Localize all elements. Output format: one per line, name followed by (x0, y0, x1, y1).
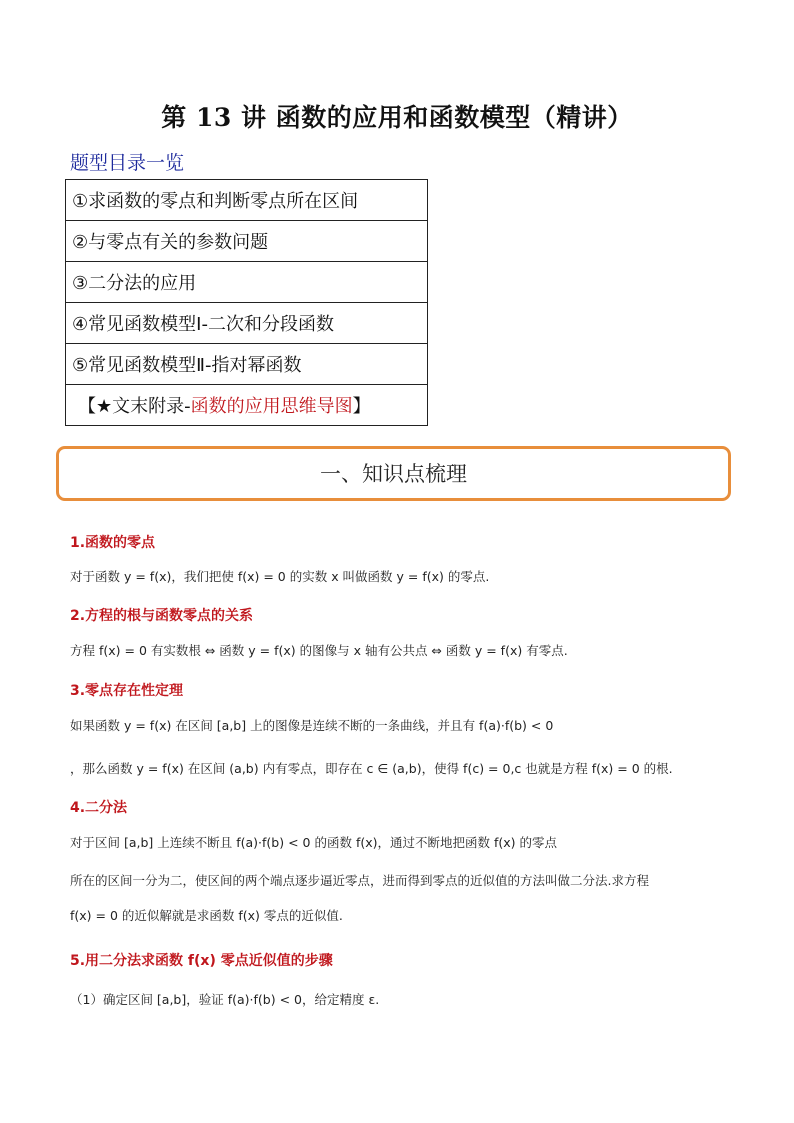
toc-row (66, 344, 428, 385)
paragraph-line: 对于区间 [a,b] 上连续不断且 f(a)·f(b) < 0 的函数 f(x)，通过不断地把函数 f(x) 的零点 (70, 835, 557, 850)
toc-appendix (66, 385, 428, 426)
section-heading: 2.方程的根与函数零点的关系 (70, 608, 254, 624)
paragraph-line: 所在的区间一分为二，使区间的两个端点逐步逼近零点，进而得到零点的近似值的方法叫做二分法.求方程 (70, 873, 649, 888)
toc-row (66, 180, 428, 221)
paragraph-line: 方程 f(x) = 0 有实数根 ⇔ 函数 y = f(x) 的图像与 x 轴有公共点 ⇔ 函数 y = f(x) 有零点. (70, 643, 568, 658)
toc-item: ③二分法的应用 (66, 262, 428, 303)
section-heading: 5.用二分法求函数 f(x) 零点近似值的步骤 (70, 953, 333, 969)
paragraph-line: ，那么函数 y = f(x) 在区间 (a,b) 内有零点，即存在 c ∈ (a,b)，使得 f(c) = 0,c 也就是方程 f(x) = 0 的根. (70, 761, 673, 776)
section-heading: 3.零点存在性定理 (70, 683, 184, 699)
paragraph-line: （1）确定区间 [a,b]，验证 f(a)·f(b) < 0，给定精度 ε. (70, 992, 380, 1007)
appendix-suffix: 】 (352, 396, 371, 417)
toc-item: ①求函数的零点和判断零点所在区间 (66, 180, 428, 221)
appendix-prefix: 【★文末附录- (78, 396, 191, 417)
section-heading: 4.二分法 (70, 800, 128, 816)
toc-row (66, 385, 428, 426)
toc-table (65, 179, 428, 426)
appendix-link[interactable]: 函数的应用思维导图 (190, 396, 353, 417)
toc-item: ⑤常见函数模型Ⅱ-指对幂函数 (66, 344, 428, 385)
toc-row (66, 221, 428, 262)
toc-row (66, 262, 428, 303)
paragraph-line: f(x) = 0 的近似解就是求函数 f(x) 零点的近似值. (70, 908, 343, 923)
toc-row (66, 303, 428, 344)
section-banner (56, 446, 731, 501)
section-title: 一、知识点梳理 (320, 462, 467, 486)
toc-item: ④常见函数模型Ⅰ-二次和分段函数 (66, 303, 428, 344)
paragraph-line: 如果函数 y = f(x) 在区间 [a,b] 上的图像是连续不断的一条曲线，并且有 f(a)·f(b) < 0 (70, 718, 554, 733)
toc-item: ②与零点有关的参数问题 (66, 221, 428, 262)
paragraph-line: 对于函数 y = f(x)，我们把使 f(x) = 0 的实数 x 叫做函数 y = f(x) 的零点. (70, 569, 490, 584)
document-title: 第 13 讲 函数的应用和函数模型（精讲） (161, 103, 633, 132)
section-heading: 1.函数的零点 (70, 535, 156, 551)
toc-heading: 题型目录一览 (70, 152, 185, 174)
